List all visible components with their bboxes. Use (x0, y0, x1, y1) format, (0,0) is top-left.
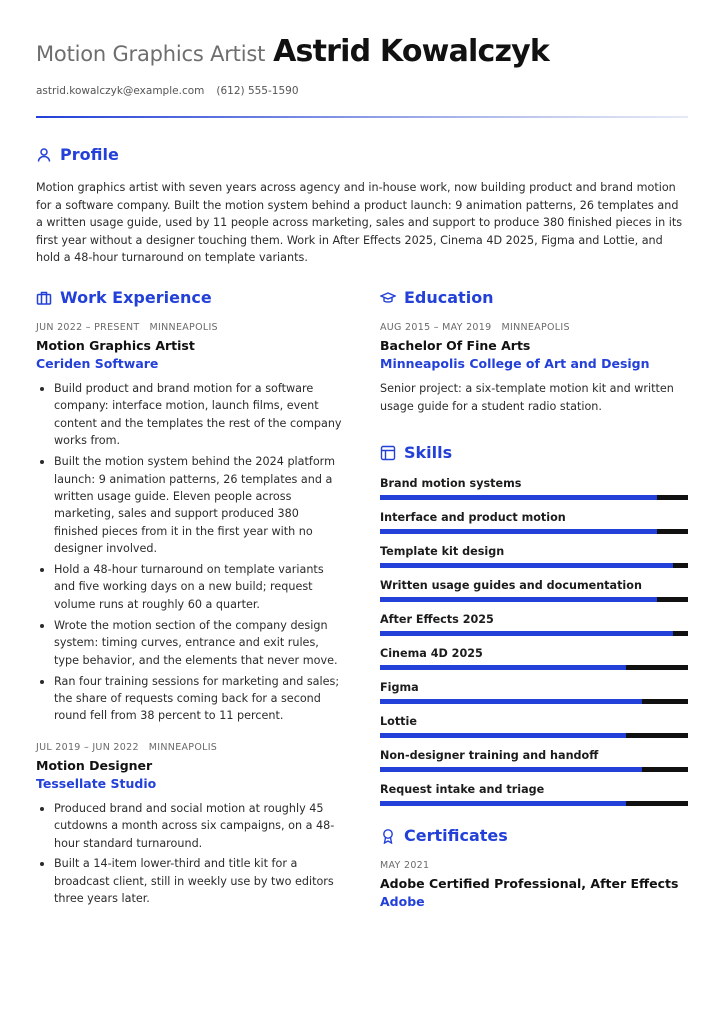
graduation-cap-icon (380, 290, 396, 306)
education-dates: AUG 2015 – MAY 2019 (380, 322, 492, 333)
skill-level-fill (380, 801, 626, 806)
degree: Bachelor Of Fine Arts (380, 338, 531, 353)
skill-name: After Effects 2025 (380, 613, 494, 626)
certificates-title: Certificates (404, 826, 508, 845)
education-title: Education (404, 288, 494, 307)
header-divider (36, 116, 688, 118)
job-bullet: Produced brand and social motion at roughly 45 cutdowns a month across six campaigns, on a 48-hour standard turnaround. (36, 800, 346, 852)
skill-name: Figma (380, 681, 419, 694)
job-dates: JUN 2022 – PRESENT (36, 322, 140, 333)
company-name: Ceriden Software (36, 356, 159, 371)
school-name: Minneapolis College of Art and Design (380, 356, 650, 371)
skill-level-fill (380, 699, 642, 704)
profile-heading (36, 145, 688, 164)
skills-section (380, 443, 688, 806)
job-title: Motion Designer (36, 757, 153, 773)
education-location: MINNEAPOLIS (501, 322, 570, 333)
work-experience-section (36, 288, 346, 911)
profile-section (36, 145, 688, 267)
job-entry (36, 322, 346, 725)
job-bullet: Built a 14-item lower-third and title kit for a broadcast client, still in weekly use by two editors three years later. (36, 855, 346, 907)
skills-heading (380, 443, 688, 462)
skill-level-bar (380, 767, 688, 772)
skill-item (380, 545, 688, 568)
job-entry (36, 742, 346, 908)
job-bullets (36, 800, 346, 908)
skill-item (380, 681, 688, 704)
right-column (380, 288, 688, 909)
person-icon (36, 147, 52, 163)
job-bullet: Build product and brand motion for a software company: interface motion, launch films, event content and the templates the rest of the company works from. (36, 380, 346, 450)
skill-level-bar (380, 495, 688, 500)
skill-level-bar (380, 733, 688, 738)
skills-title: Skills (404, 443, 453, 462)
skill-item (380, 647, 688, 670)
skill-name: Written usage guides and documentation (380, 579, 642, 592)
award-icon (380, 828, 396, 844)
job-title: Motion Graphics Artist (36, 338, 195, 353)
job-dates: JUL 2019 – JUN 2022 (36, 741, 139, 753)
skill-level-fill (380, 597, 657, 602)
skill-item (380, 783, 688, 806)
education-meta (380, 322, 688, 333)
job-meta (36, 742, 346, 753)
email[interactable]: astrid.kowalczyk@example.com (36, 85, 205, 97)
skill-item (380, 749, 688, 772)
skill-name: Request intake and triage (380, 783, 545, 796)
certificate-entry (380, 860, 688, 909)
skill-name: Template kit design (380, 545, 505, 558)
job-location: MINNEAPOLIS (148, 741, 218, 753)
skill-item (380, 715, 688, 738)
job-role: Motion Graphics Artist (36, 42, 266, 66)
contact-line (36, 85, 688, 97)
resume-header (36, 34, 688, 97)
job-bullet: Built the motion system behind the 2024 platform launch: 9 animation patterns, 26 templates and a written usage guide. Eleven people across marketing, sales and support produced 380 finished pieces from it in the first year with no designer involved. (36, 453, 346, 557)
skill-level-bar (380, 699, 688, 704)
job-location: MINNEAPOLIS (149, 322, 218, 333)
skill-level-fill (380, 733, 626, 738)
phone[interactable]: (612) 555-1590 (216, 85, 299, 97)
skills-list (380, 477, 688, 806)
skill-level-bar (380, 563, 688, 568)
education-note: Senior project: a six-template motion kit and written usage guide for a student radio station. (380, 382, 674, 413)
job-bullet: Wrote the motion section of the company design system: timing curves, entrance and exit rules, type behavior, and the elements that never move. (36, 617, 346, 669)
certificate-issuer: Adobe (380, 894, 425, 909)
job-bullets (36, 380, 346, 725)
work-experience-title: Work Experience (60, 288, 212, 307)
skill-level-fill (380, 631, 673, 636)
skill-level-bar (380, 597, 688, 602)
skill-item (380, 477, 688, 500)
job-bullet: Hold a 48-hour turnaround on template variants and five working days on a new build; request volume runs at roughly 60 a quarter. (36, 561, 346, 613)
profile-text: Motion graphics artist with seven years across agency and in-house work, now building product and brand motion for a software company. Built the motion system behind a product launch: 9 animation patterns, 26 templates and a written usage guide, used by 11 people across marketing, sales and support to produce 380 finished pieces in its first year without a designer touching them. Work in After Effects 2025, Cinema 4D 2025, Figma and Lottie, and hold a 48-hour turnaround on template variants. (36, 181, 683, 264)
work-experience-heading (36, 288, 346, 307)
profile-title: Profile (60, 145, 119, 164)
skill-level-fill (380, 529, 657, 534)
skill-name: Interface and product motion (380, 511, 566, 524)
skill-name: Brand motion systems (380, 477, 522, 490)
education-entry (380, 322, 688, 415)
certificates-heading (380, 826, 688, 845)
job-meta (36, 322, 346, 333)
education-section (380, 288, 688, 415)
skill-level-fill (380, 665, 626, 670)
skill-level-bar (380, 665, 688, 670)
layout-icon (380, 445, 396, 461)
skill-name: Lottie (380, 715, 417, 728)
certificate-date: MAY 2021 (380, 860, 430, 871)
education-heading (380, 288, 688, 307)
skill-item (380, 511, 688, 534)
certificate-name: Adobe Certified Professional, After Effects (380, 876, 679, 891)
certificates-section (380, 826, 688, 909)
skill-name: Cinema 4D 2025 (380, 647, 483, 660)
skill-level-bar (380, 631, 688, 636)
skill-name: Non-designer training and handoff (380, 749, 599, 762)
skill-level-bar (380, 801, 688, 806)
job-bullet: Ran four training sessions for marketing and sales; the share of requests coming back for a second round fell from 38 percent to 11 percent. (36, 673, 346, 725)
skill-item (380, 613, 688, 636)
skill-level-bar (380, 529, 688, 534)
briefcase-icon (36, 290, 52, 306)
company-name: Tessellate Studio (36, 775, 157, 791)
title-row (36, 34, 688, 69)
skill-item (380, 579, 688, 602)
skill-level-fill (380, 563, 673, 568)
skill-level-fill (380, 495, 657, 500)
candidate-name: Astrid Kowalczyk (273, 34, 550, 69)
skill-level-fill (380, 767, 642, 772)
